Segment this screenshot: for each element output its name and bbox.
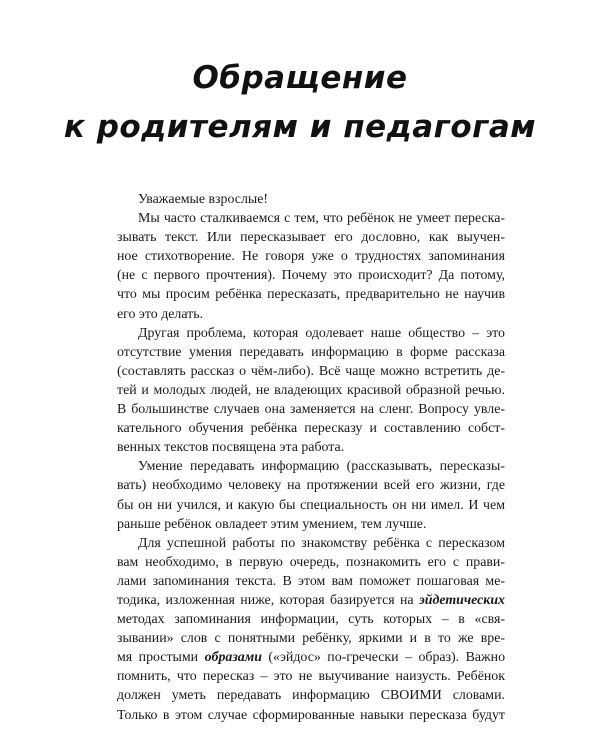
p4-line — [117, 591, 505, 610]
p1-line: ное стихотворение. Не говоря уже о трудностях запоминания — [117, 249, 505, 265]
p4-line-text: («эйдос» по-гречески – образ). Важно — [261, 650, 506, 666]
p3-line: вать) необходимо человеку на протяжении всей его жизни, где — [117, 478, 505, 494]
p4-line: лами запоминания текста. В этом вам поможет пошаговая ме- — [117, 573, 505, 589]
title-line-2: к родителям и педагогам — [63, 109, 537, 145]
p4-line: Для успешной работы по знакомству ребёнка с пересказом — [138, 535, 505, 551]
p2-line: отсутствие умения передавать информацию в форме рассказа — [117, 344, 505, 360]
p2-line: кательного обучения ребёнка пересказу и составлению собст- — [117, 421, 505, 437]
p2-line: Другая проблема, которая одолевает наше общество – это — [138, 325, 505, 341]
p4-line: методах запоминания информации, суть которых – в «свя- — [117, 612, 505, 628]
p4-line — [117, 648, 505, 667]
p1-line: (не с первого прочтения). Почему это происходит? Да потому, — [117, 268, 505, 284]
paragraph-1 — [117, 209, 505, 324]
greeting-paragraph — [117, 190, 505, 209]
p2-line: тей и молодых людей, не владеющих красивой образной речью. — [117, 382, 505, 398]
paragraph-4 — [117, 534, 505, 725]
title-line-1: Обращение — [192, 60, 408, 96]
greeting-line: Уважаемые взрослые! — [138, 192, 268, 207]
p4-line: помнить, что пересказ – это не выучивание наизусть. Ребёнок — [117, 669, 505, 685]
p2-line: В большинстве случаев она заменяется на сленг. Вопросу увле- — [117, 402, 505, 418]
p4-line: вам необходимо, в первую очередь, познакомить его с прави- — [117, 554, 505, 570]
p2-line: (составлять рассказ о чём-либо). Всё чаще можно встретить де- — [117, 363, 505, 379]
p2-line: венных текстов посвящена эта работа. — [117, 440, 345, 456]
p1-line: Мы часто сталкиваемся с тем, что ребёнок не умеет переска- — [138, 211, 505, 227]
p3-line: Умение передавать информацию (рассказывать, пересказы- — [138, 459, 505, 475]
p4-line-text: мя простыми — [117, 650, 205, 666]
paragraph-2 — [117, 324, 505, 458]
paragraph-3 — [117, 457, 505, 533]
p4-line: зывании» слов с понятными ребёнку, яркими и в то же вре- — [117, 631, 505, 647]
p3-line: раньше ребёнок овладеет этим умением, тем лучше. — [117, 516, 427, 532]
p3-line: бы он ни учился, и какую бы специальность он ни имел. И чем — [117, 497, 505, 513]
emphasis-eidetic: эйдетических — [418, 592, 505, 608]
page-title — [0, 54, 600, 152]
p1-line: что мы просим ребёнка пересказать, предварительно не научив — [117, 287, 505, 303]
p4-line: Только в этом случае сформированные навыки пересказа будут — [117, 707, 505, 723]
p1-line: его это делать. — [117, 306, 204, 322]
emphasis-images: образами — [204, 650, 262, 666]
p4-line-text: тодика, изложенная ниже, которая базируется на — [117, 592, 419, 608]
body-text — [117, 190, 505, 725]
p1-line: зывать текст. Или пересказывает его дословно, как выучен- — [117, 230, 505, 246]
p4-line: должен уметь передавать информацию СВОИМИ словами. — [117, 688, 505, 704]
